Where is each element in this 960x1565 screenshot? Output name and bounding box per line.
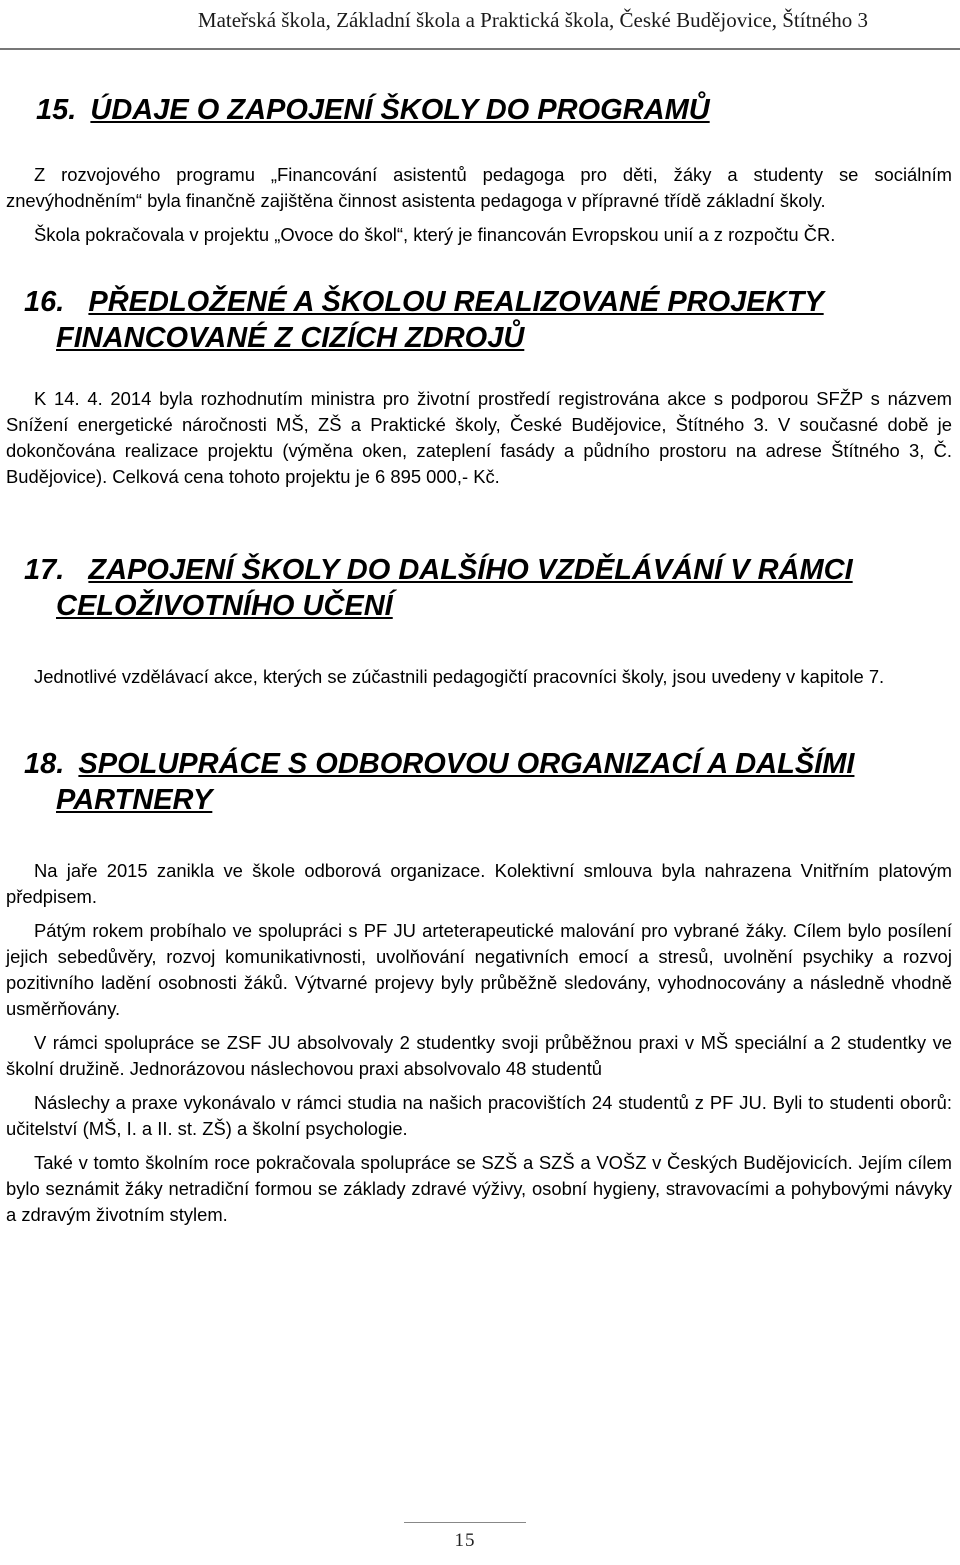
section-18-paragraph-2: Pátým rokem probíhalo ve spolupráci s PF JU arteterapeutické malování pro vybrané žáky. Cílem bylo posílení jejich sebedůvěry, rozvoj komunikativnosti, uvolňování negativních emocí a stresů, uvolnění psychiky a rozvoj pozitivního ladění osobnosti žáků. Výtvarné projevy byly průběžně sledovány, vyhodnocovány a následně vhodně usměrňovány. [6, 920, 952, 1019]
section-15-title: ÚDAJE O ZAPOJENÍ ŠKOLY DO PROGRAMŮ [90, 94, 710, 126]
header-title: Mateřská škola, Základní škola a Praktická škola, České Budějovice, Štítného 3 [197, 8, 868, 32]
section-18-heading [6, 746, 952, 818]
section-16-paragraph-1: K 14. 4. 2014 byla rozhodnutím ministra pro životní prostředí registrována akce s podporou SFŽP s názvem Snížení energetické náročnosti MŠ, ZŠ a Praktické školy, České Budějovice, Štítného 3. V současné době je dokončována realizace projektu (výměna oken, zateplení fasády a půdního prostoru na adrese Štítného 3, Č. Budějovice). Celková cena tohoto projektu je 6 895 000,- Kč. [6, 388, 952, 487]
section-16-heading [6, 284, 952, 356]
page-content [6, 92, 952, 1228]
footer-rule [404, 1522, 526, 1523]
section-16-title-line-2: FINANCOVANÉ Z CIZÍCH ZDROJŮ [56, 322, 525, 354]
section-15-number: 15. [36, 94, 77, 126]
section-17-paragraph-1: Jednotlivé vzdělávací akce, kterých se zúčastnili pedagogičtí pracovníci školy, jsou uvedeny v kapitole 7. [34, 666, 885, 687]
section-17-number: 17. [24, 554, 65, 586]
section-18-paragraph-5: Také v tomto školním roce pokračovala spolupráce se SZŠ a SZŠ a VOŠZ v Českých Budějovicích. Jejím cílem bylo seznámit žáky netradiční formou se základy zdravé výživy, osobní hygieny, stravovacími a pohybovými návyky a zdravým životním stylem. [6, 1152, 952, 1225]
section-18-paragraph-1: Na jaře 2015 zanikla ve škole odborová organizace. Kolektivní smlouva byla nahrazena Vnitřním platovým předpisem. [6, 860, 952, 907]
section-18-title-line-2: PARTNERY [56, 784, 213, 816]
section-17-heading [6, 552, 952, 624]
section-15-paragraph-1: Z rozvojového programu „Financování asistentů pedagoga pro děti, žáky a studenty se sociálním znevýhodněním“ byla finančně zajištěna činnost asistenta pedagoga v přípravné třídě základní školy. [6, 164, 952, 211]
section-16-number: 16. [24, 286, 65, 318]
section-17-title-line-2: CELOŽIVOTNÍHO UČENÍ [56, 590, 393, 622]
page-header [0, 0, 960, 52]
section-18-number: 18. [24, 748, 65, 780]
section-18-paragraph-4: Náslechy a praxe vykonávalo v rámci studia na našich pracovištích 24 studentů z PF JU. Byli to studenti oborů: učitelství (MŠ, I. a II. st. ZŠ) a školní psychologie. [6, 1092, 952, 1139]
header-rule [0, 48, 960, 50]
section-18-paragraph-3: V rámci spolupráce se ZSF JU absolvovaly 2 studentky svoji průběžnou praxi v MŠ speciální a 2 studentky ve školní družině. Jednorázovou náslechovou praxi absolvovalo 48 studentů [6, 1032, 952, 1079]
section-17-title-line-1: ZAPOJENÍ ŠKOLY DO DALŠÍHO VZDĚLÁVÁNÍ V RÁMCI [88, 554, 853, 586]
section-15-heading [18, 92, 952, 128]
page-number: 15 [454, 1530, 476, 1551]
section-15-paragraph-2: Škola pokračovala v projektu „Ovoce do škol“, který je financován Evropskou unií a z rozpočtu ČR. [34, 224, 836, 245]
section-18-title-line-1: SPOLUPRÁCE S ODBOROVOU ORGANIZACÍ A DALŠÍMI [78, 748, 855, 780]
section-16-title-line-1: PŘEDLOŽENÉ A ŠKOLOU REALIZOVANÉ PROJEKTY [88, 286, 824, 318]
